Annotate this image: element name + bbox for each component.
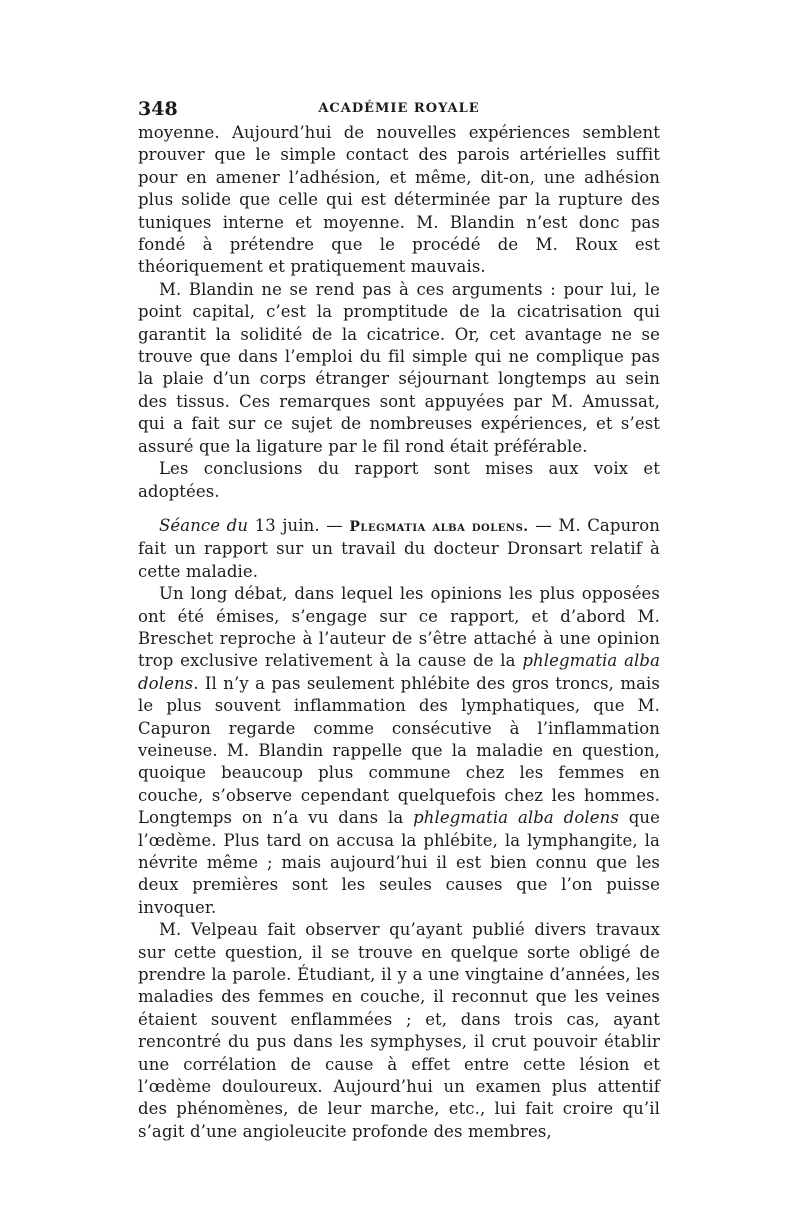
term-phlegmatia-2: phlegmatia alba dolens	[413, 808, 619, 828]
running-head	[138, 94, 660, 122]
running-title: ACADÉMIE ROYALE	[318, 101, 480, 116]
body-text	[138, 122, 660, 1143]
paragraph-5	[138, 583, 660, 919]
session-rest: — M. Capuron fait un rapport sur un travail du docteur Dronsart relatif à cette maladie.	[138, 515, 660, 581]
book-page	[138, 94, 660, 1143]
term-phlegmatia-1: phlegmatia alba dolens	[138, 651, 661, 693]
paragraph-3: Les conclusions du rapport sont mises aux voix et adoptées.	[138, 459, 660, 501]
session-dash: —	[319, 515, 350, 535]
paragraph-6: M. Velpeau fait observer qu’ayant publié divers travaux sur cette question, il se trouve en quelque sorte obligé de prendre la parole. Étudiant, il y a une vingtaine d’années, les maladies des femmes en couche, il reconnut que les veines étaient souvent enflammées ; et, dans trois cas, ayant rencontré du pus dans les symphyses, il crut pouvoir établir une corrélation de cause à effet entre cette lésion et l’œdème douloureux. Aujourd’hui un examen plus attentif des phénomènes, de leur marche, etc., lui fait croire qu’il s’agit d’une angioleucite profonde des membres,	[138, 920, 660, 1141]
page-number: 348	[138, 98, 178, 120]
paragraph-5-part-a: Un long débat, dans lequel les opinions les plus opposées ont été émises, s’engage sur ce rapport, et d’abord M. Breschet reproche à l’auteur de s’être attaché à une opinion trop exclusive relativement à la cause de la	[138, 584, 660, 671]
paragraph-4-session	[138, 515, 660, 583]
session-date: 13 juin.	[254, 515, 320, 535]
paragraph-5-part-b: . Il n’y a pas seulement phlébite des gros troncs, mais le plus souvent inflammation des lymphatiques, que M. Capuron regarde comme consécutive à l’inflammation veineuse. M. Blandin rappelle que la maladie en question, quoique beaucoup plus commune chez les femmes en couche, s’observe cependant quelquefois chez les hommes. Longtemps on n’a vu dans la	[138, 673, 660, 828]
session-label: Séance du	[159, 515, 249, 535]
session-title: Plegmatia alba dolens.	[349, 518, 529, 535]
paragraph-5-part-c: que l’œdème. Plus tard on accusa la phlébite, la lymphangite, la névrite même ; mais aujourd’hui il est bien connu que les deux premières sont les seules causes que l’on puisse invoquer.	[138, 808, 660, 917]
paragraph-1: moyenne. Aujourd’hui de nouvelles expériences semblent prouver que le simple contact des parois artérielles suffit pour en amener l’adhésion, et même, dit-on, une adhésion plus solide que celle qui est déterminée par la rupture des tuniques interne et moyenne. M. Blandin n’est donc pas fondé à prétendre que le procédé de M. Roux est théoriquement et pratiquement mauvais.	[138, 123, 660, 277]
paragraph-2: M. Blandin ne se rend pas à ces arguments : pour lui, le point capital, c’est la promptitude de la cicatrisation qui garantit la solidité de la cicatrice. Or, cet avantage ne se trouve que dans l’emploi du fil simple qui ne complique pas la plaie d’un corps étranger séjournant longtemps au sein des tissus. Ces remarques sont appuyées par M. Amussat, qui a fait sur ce sujet de nombreuses expériences, et s’est assuré que la ligature par le fil rond était préférable.	[138, 279, 660, 456]
